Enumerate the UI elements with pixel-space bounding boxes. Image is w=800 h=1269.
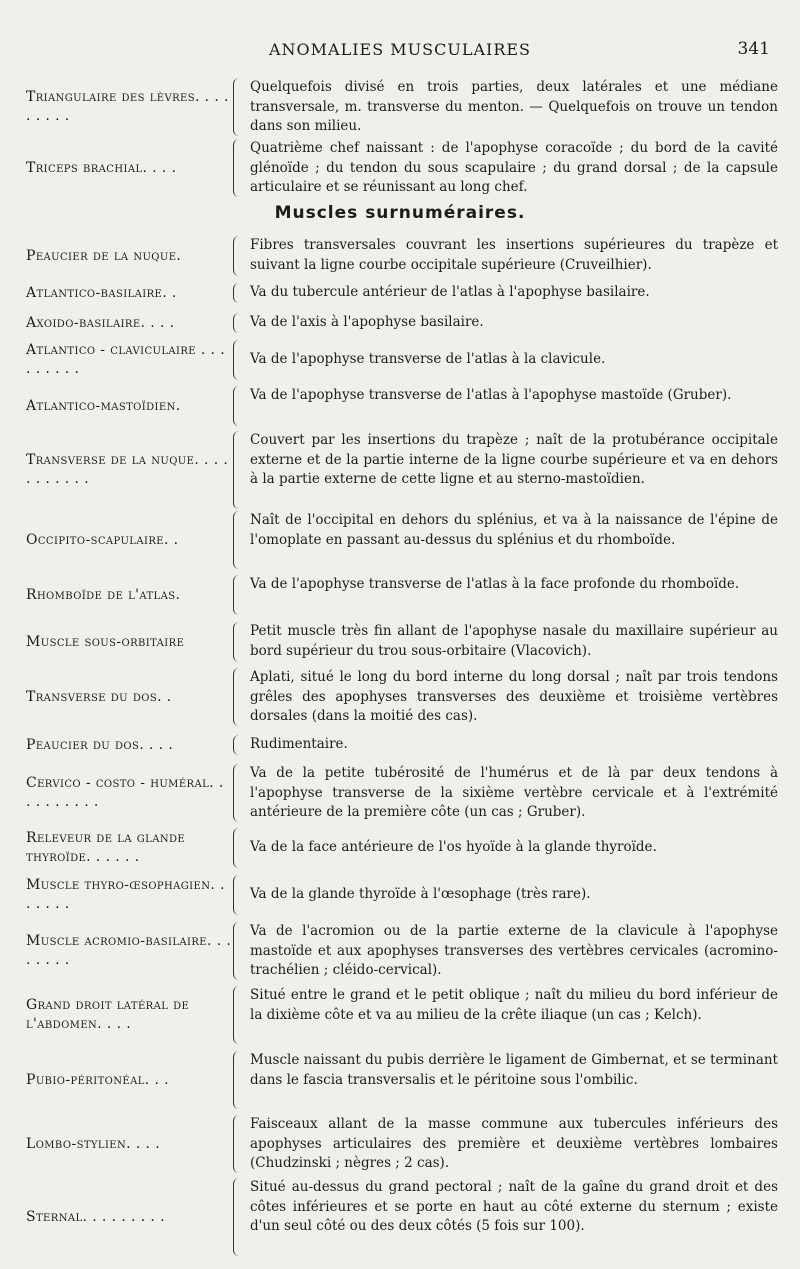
brace bbox=[233, 1051, 244, 1109]
entry-description: Va de la face antérieure de l'os hyoïde à la glande thyroïde. bbox=[250, 839, 657, 856]
entry-peaucier-nuque bbox=[26, 236, 778, 276]
entry-transverse-dos bbox=[26, 668, 778, 726]
entry-description: Va de l'apophyse transverse de l'atlas à la clavicule. bbox=[250, 351, 606, 368]
entry-sternal bbox=[26, 1178, 778, 1256]
page-number: 341 bbox=[737, 39, 770, 59]
brace bbox=[233, 575, 244, 615]
entry-description: Faisceaux allant de la masse commune aux tubercules inférieurs des apophyses articulaires des première et deuxième vertèbres lombaires (Chudzinski ; nègres ; 2 cas). bbox=[250, 1116, 778, 1171]
entry-releveur-thyroide bbox=[26, 828, 778, 868]
entry-description: Naît de l'occipital en dehors du splénius, et va à la naissance de l'épine de l'omoplate en passant au-dessus du splénius et du rhomboïde. bbox=[250, 512, 778, 548]
entry-description: Rudimentaire. bbox=[250, 736, 348, 752]
entry-description: Quatrième chef naissant : de l'apophyse coracoïde ; du bord de la cavité glénoïde ; du tendon du sous scapulaire ; du grand dorsal ; de la capsule articulaire et se réunissant au long chef. bbox=[250, 140, 778, 195]
entry-description: Va de l'acromion ou de la partie externe de la clavicule à l'apophyse mastoïde et aux apophyses transverses des vertèbres cervicales (acromino-trachélien ; cléido-cervical). bbox=[250, 923, 778, 978]
entry-description: Couvert par les insertions du trapèze ; naît de la protubérance occipitale externe et de la partie interne de la ligne courbe supérieure et va en dehors à la partie externe de cette ligne et au sterno-mastoïdien. bbox=[250, 432, 778, 487]
entry-grand-droit-lateral bbox=[26, 986, 778, 1044]
entry-term: Triangulaire des lèvres. . . . . . . . . bbox=[26, 89, 229, 124]
entry-atlantico-claviculaire bbox=[26, 340, 778, 380]
entry-term: Releveur de la glande thyroïde. . . . . . bbox=[26, 830, 186, 865]
entry-term: Transverse de la nuque. . . . . . . . . . . bbox=[26, 452, 229, 487]
entry-thyro-oesophagien bbox=[26, 875, 778, 915]
brace bbox=[233, 1115, 244, 1173]
brace bbox=[233, 735, 244, 755]
entry-description: Muscle naissant du pubis derrière le ligament de Gimbernat, et se terminant dans le fascia transversalis et le péritoine sous l'ombilic. bbox=[250, 1052, 778, 1088]
running-title: ANOMALIES MUSCULAIRES bbox=[268, 40, 532, 59]
entry-occipito-scapulaire bbox=[26, 511, 778, 569]
brace bbox=[233, 313, 244, 333]
entry-description: Va de l'apophyse transverse de l'atlas à l'apophyse mastoïde (Gruber). bbox=[250, 387, 732, 403]
running-header bbox=[0, 40, 800, 66]
brace bbox=[233, 764, 244, 822]
entry-description: Va de l'axis à l'apophyse basilaire. bbox=[250, 314, 484, 330]
brace bbox=[233, 511, 244, 569]
entry-term: Lombo-stylien. . . . bbox=[26, 1135, 161, 1152]
brace bbox=[233, 340, 244, 380]
entry-term: Pubio-péritonéal. . . bbox=[26, 1071, 170, 1088]
brace bbox=[233, 622, 244, 662]
entry-triceps bbox=[26, 139, 778, 197]
entry-term: Transverse du dos. . bbox=[26, 688, 172, 705]
entry-term: Triceps brachial. . . . bbox=[26, 159, 177, 176]
entry-term: Axoido-basilaire. . . . bbox=[26, 314, 175, 331]
entry-lombo-stylien bbox=[26, 1115, 778, 1173]
brace bbox=[233, 78, 244, 136]
brace bbox=[233, 828, 244, 868]
entry-cervico-costo-humeral bbox=[26, 764, 778, 822]
entry-term: Muscle sous-orbitaire bbox=[26, 633, 185, 650]
entry-atlantico-mastoidien bbox=[26, 386, 778, 426]
brace bbox=[233, 1178, 244, 1256]
entry-term: Cervico - costo - huméral. . . . . . . . . . bbox=[26, 775, 224, 810]
entry-term: Atlantico-mastoïdien. bbox=[26, 397, 181, 414]
entry-description: Situé entre le grand et le petit oblique ; naît du milieu du bord inférieur de la dixième côte et va au milieu de la crête iliaque (un cas ; Kelch). bbox=[250, 987, 778, 1023]
entry-description: Situé au-dessus du grand pectoral ; naît de la gaîne du grand droit et des côtes inférieures et se porte en haut au côté externe du sternum ; existe d'un seul côté ou des deux côtés (5 fois sur 100). bbox=[250, 1179, 778, 1234]
brace bbox=[233, 139, 244, 197]
entry-sous-orbitaire bbox=[26, 622, 778, 662]
entry-term: Atlantico - claviculaire . . . . . . . . . bbox=[26, 342, 226, 377]
brace bbox=[233, 986, 244, 1044]
entry-acromio-basilaire bbox=[26, 922, 778, 980]
entry-term: Peaucier de la nuque. bbox=[26, 247, 182, 264]
brace bbox=[233, 922, 244, 980]
entry-axoido-basilaire bbox=[26, 313, 778, 333]
brace bbox=[233, 283, 244, 303]
entry-term: Rhomboïde de l'atlas. bbox=[26, 586, 181, 603]
brace bbox=[233, 431, 244, 509]
entry-atlantico-basilaire bbox=[26, 283, 778, 303]
entry-term: Sternal. . . . . . . . . bbox=[26, 1208, 165, 1225]
entry-description: Va de la petite tubérosité de l'humérus et de là par deux tendons à l'apophyse transverse de la sixième vertèbre cervicale et à l'extrémité antérieure de la première côte (un cas ; Gruber). bbox=[250, 765, 778, 820]
entry-pubio-peritoneal bbox=[26, 1051, 778, 1109]
entry-term: Atlantico-basilaire. . bbox=[26, 284, 177, 301]
entry-transverse-nuque bbox=[26, 431, 778, 509]
entry-term: Peaucier du dos. . . . bbox=[26, 736, 174, 753]
brace bbox=[233, 875, 244, 915]
entry-description: Va du tubercule antérieur de l'atlas à l'apophyse basilaire. bbox=[250, 284, 650, 300]
brace bbox=[233, 386, 244, 426]
brace bbox=[233, 668, 244, 726]
entry-term: Occipito-scapulaire. . bbox=[26, 531, 179, 548]
brace bbox=[233, 236, 244, 276]
entry-triangulaire bbox=[26, 78, 778, 136]
entry-description: Fibres transversales couvrant les insertions supérieures du trapèze et suivant la ligne courbe occipitale supérieure (Cruveilhier). bbox=[250, 237, 778, 273]
section-title: Muscles surnuméraires. bbox=[274, 203, 526, 223]
entry-description: Quelquefois divisé en trois parties, deux latérales et une médiane transversale, m. transverse du menton. — Quelquefois on trouve un tendon dans son milieu. bbox=[250, 79, 778, 134]
entry-description: Va de l'apophyse transverse de l'atlas à la face profonde du rhomboïde. bbox=[250, 576, 740, 592]
entry-description: Va de la glande thyroïde à l'œsophage (très rare). bbox=[250, 886, 591, 903]
entry-term: Muscle acromio-basilaire. . . . . . . . bbox=[26, 933, 232, 968]
entry-peaucier-dos bbox=[26, 735, 778, 755]
entry-term: Grand droit latéral de l'abdomen. . . . bbox=[26, 997, 190, 1032]
entry-term: Muscle thyro-œsophagien. . . . . . . bbox=[26, 877, 225, 912]
entry-description: Petit muscle très fin allant de l'apophyse nasale du maxillaire supérieur au bord supérieur du trou sous-orbitaire (Vlacovich). bbox=[250, 623, 778, 659]
entry-description: Aplati, situé le long du bord interne du long dorsal ; naît par trois tendons grêles des apophyses transverses des deuxième et troisième vertèbres dorsales (dans la moitié des cas). bbox=[250, 669, 778, 724]
entry-rhomboide-atlas bbox=[26, 575, 778, 615]
